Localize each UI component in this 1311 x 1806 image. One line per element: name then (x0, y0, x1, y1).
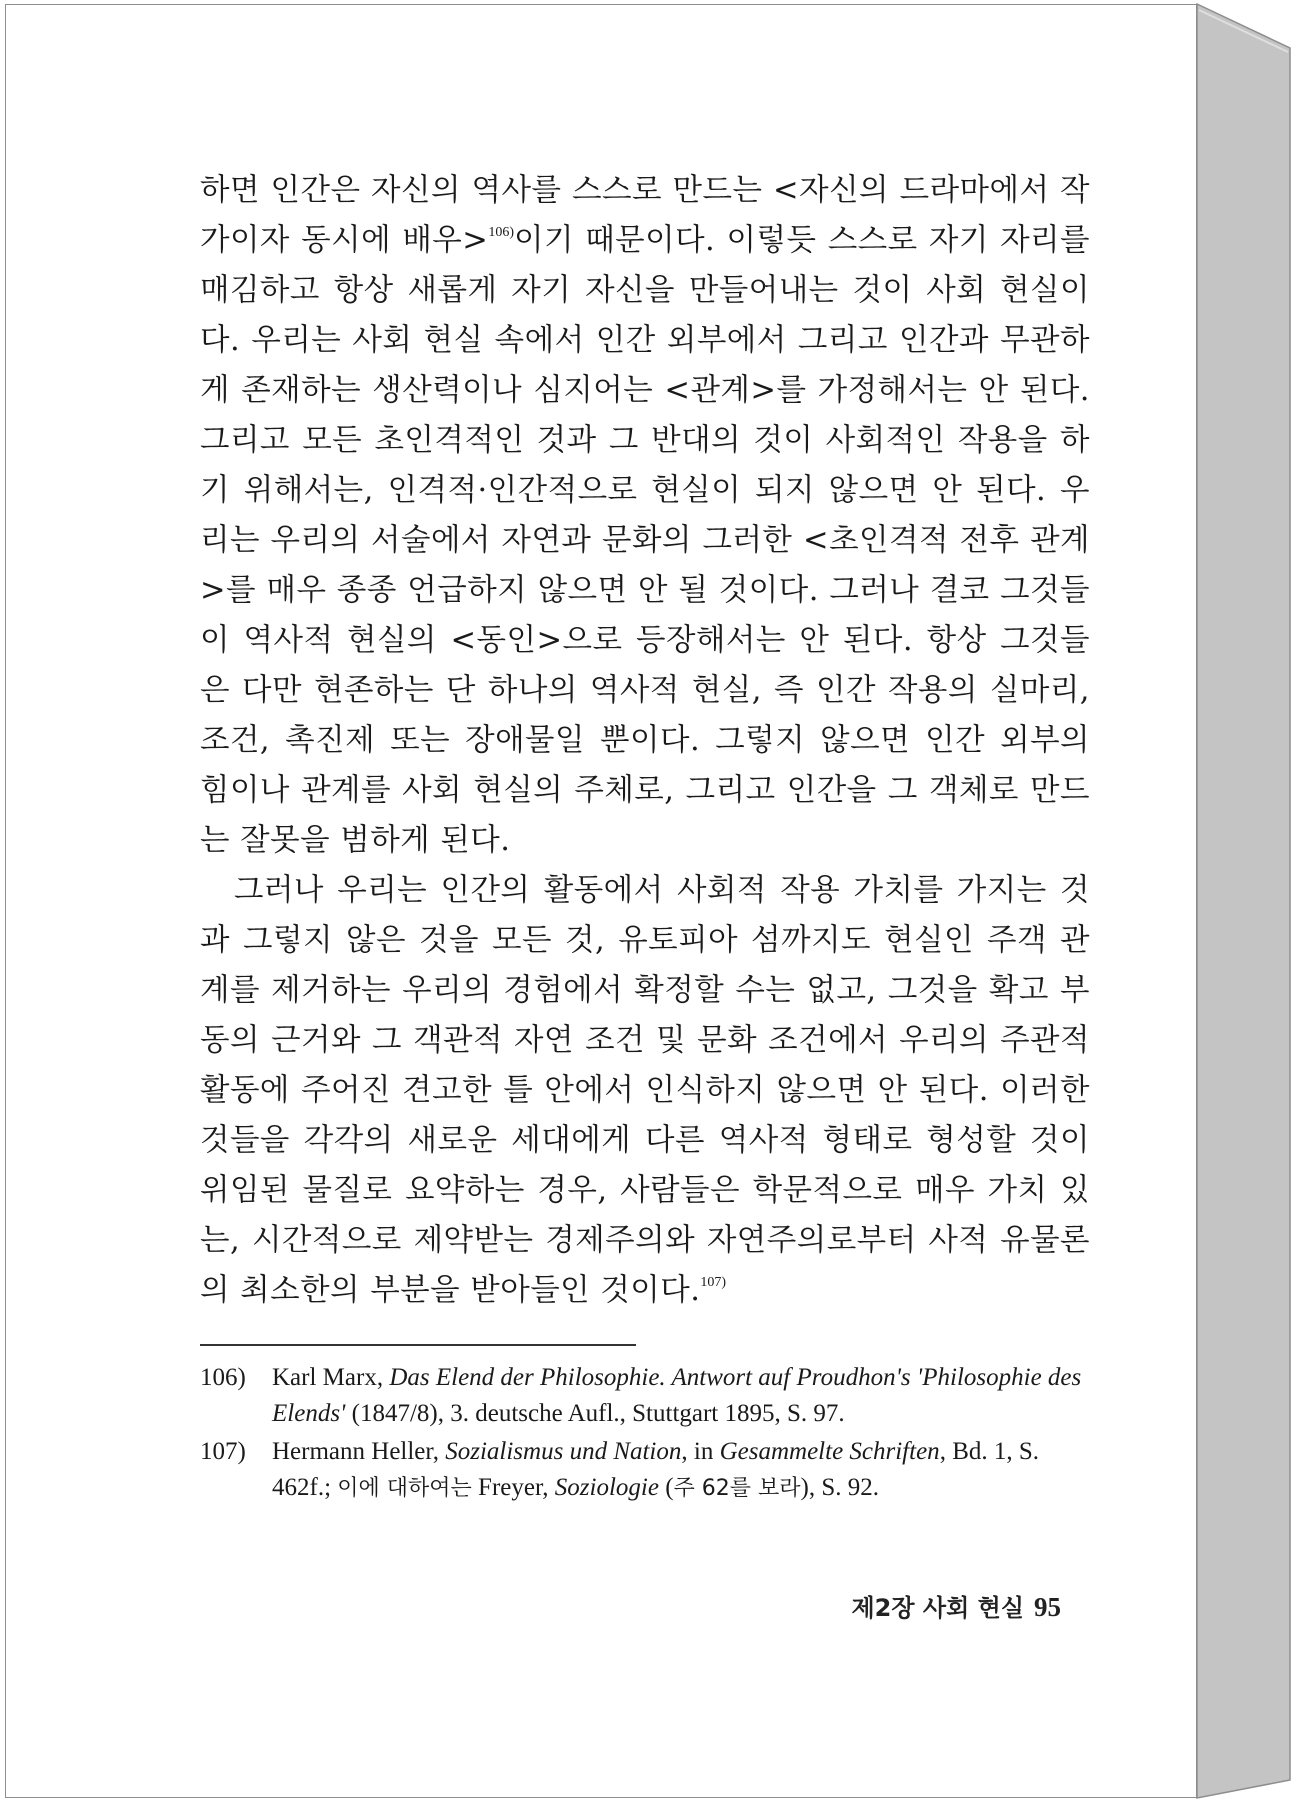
footnote-title: Das Elend der Philosophie. Antwort auf Proudhon's 'Philosophie des Elends' (272, 1364, 1082, 1427)
footnote-reference[interactable]: 106) (488, 225, 514, 240)
footnote-title: Sozialismus und Nation (445, 1438, 682, 1465)
footnote (200, 1434, 1090, 1507)
footnotes (200, 1360, 1090, 1509)
footnote-korean-text: 주 62를 보라 (673, 1476, 801, 1501)
footnote-separator (200, 1344, 636, 1346)
footnote-citation-text: Karl Marx, (272, 1364, 390, 1391)
page-stack-side (1197, 4, 1290, 1798)
page-number: 95 (1034, 1592, 1061, 1622)
footnote-citation-text: (1847/8), 3. deutsche Aufl., Stuttgart 1895, S. 97. (345, 1400, 845, 1427)
chapter-title: 제2장 사회 현실 (851, 1594, 1024, 1622)
footnote-citation-text: , Bd. 1, S. 462f.; (272, 1438, 1040, 1501)
footnote-number: 106) (200, 1364, 246, 1391)
footnote-citation-text: , in (681, 1438, 720, 1465)
body-paragraph (200, 866, 1090, 1316)
paragraph-text: 그러나 우리는 인간의 활동에서 사회적 작용 가치를 가지는 것과 그렇지 않은 것을 모든 것, 유토피아 섬까지도 현실인 주객 관계를 제거하는 우리의 경험에서 확정할 수는 없고, 그것을 확고 부동의 근거와 그 객관적 자연 조건 및 문화 조건에서 우리의 주관적 활동에 주어진 견고한 틀 안에서 인식하지 않으면 안 된다. 이러한 것들을 각각의 새로운 세대에게 다른 역사적 형태로 형성할 것이 위임된 물질로 요약하는 경우, 사람들은 학문적으로 매우 가치 있는, 시간적으로 제약받는 경제주의와 자연주의로부터 사적 유물론의 최소한의 부분을 받아들인 것이다. (200, 873, 1090, 1308)
running-footer (851, 1588, 1061, 1623)
footnote-citation-text: Freyer, (471, 1474, 555, 1501)
paragraph-text: 하면 인간은 자신의 역사를 스스로 만드는 <자신의 드라마에서 작가이자 동시에 배우> (200, 173, 1090, 258)
footnote-title: Gesammelte Schriften (719, 1438, 940, 1465)
footnote-text (272, 1434, 1090, 1507)
page-stack-highlight (1199, 10, 1288, 52)
footnote (200, 1360, 1090, 1432)
footnote-title: Soziologie (554, 1474, 659, 1501)
footnote-korean-text: 이에 대하여는 (337, 1476, 472, 1501)
footnote-citation-text: ( (658, 1474, 674, 1501)
paragraph-text: 이기 때문이다. 이렇듯 스스로 자기 자리를 매김하고 항상 새롭게 자기 자신을 만들어내는 것이 사회 현실이다. 우리는 사회 현실 속에서 인간 외부에서 그리고 인간과 무관하게 존재하는 생산력이나 심지어는 <관계>를 가정해서는 안 된다. 그리고 모든 초인격적인 것과 그 반대의 것이 사회적인 작용을 하기 위해서는, 인격적·인간적으로 현실이 되지 않으면 안 된다. 우리는 우리의 서술에서 자연과 문화의 그러한 <초인격적 전후 관계>를 매우 종종 언급하지 않으면 안 될 것이다. 그러나 결코 그것들이 역사적 현실의 <동인>으로 등장해서는 안 된다. 항상 그것들은 다만 현존하는 단 하나의 역사적 현실, 즉 인간 작용의 실마리, 조건, 촉진제 또는 장애물일 뿐이다. 그렇지 않으면 인간 외부의 힘이나 관계를 사회 현실의 주체로, 그리고 인간을 그 객체로 만드는 잘못을 범하게 된다. (200, 223, 1090, 858)
body-paragraph (200, 166, 1090, 866)
footnote-citation-text: Hermann Heller, (272, 1438, 446, 1465)
footnote-reference[interactable]: 107) (700, 1275, 727, 1290)
footnote-number: 107) (200, 1438, 246, 1465)
footnote-text (272, 1360, 1090, 1432)
main-text (200, 166, 1090, 1316)
footnote-citation-text: ), S. 92. (800, 1474, 880, 1501)
